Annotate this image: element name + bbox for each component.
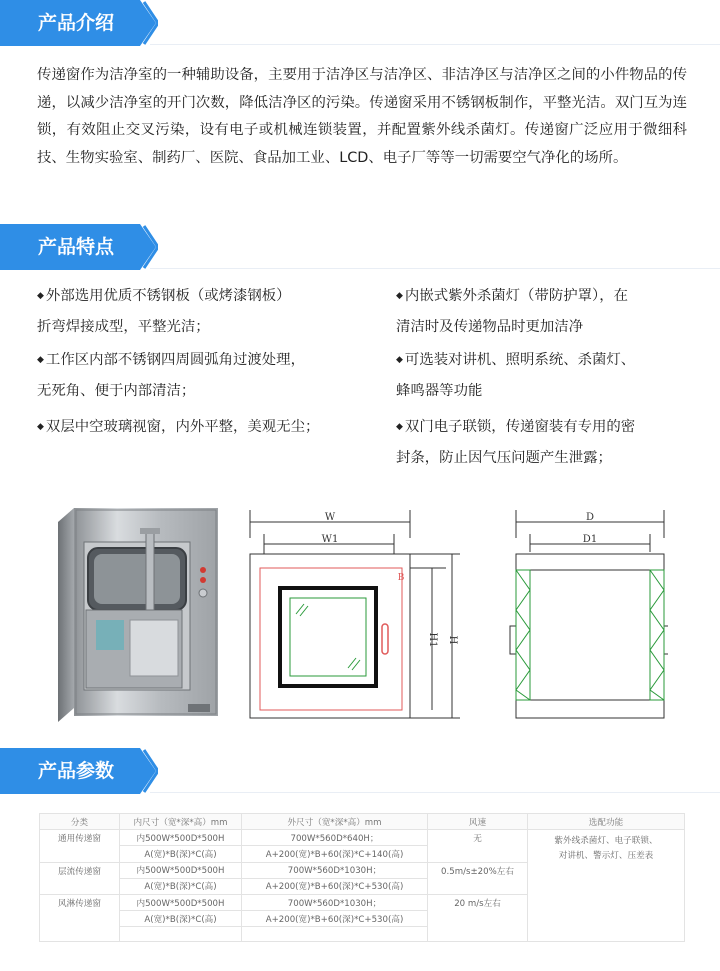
inner-size-cell: A(宽)*B(深)*C(高)	[120, 911, 242, 927]
section-title: 产品参数	[0, 748, 140, 794]
table-header-cell: 选配功能	[528, 814, 685, 830]
chevron-right-icon	[128, 224, 158, 270]
category-cell: 通用传递窗	[40, 830, 120, 862]
air-speed-cell: 20 m/s左右	[428, 894, 528, 941]
diamond-bullet-icon: ◆	[396, 355, 403, 365]
functions-cell: 紫外线杀菌灯、电子联锁、 对讲机、警示灯、压差表	[528, 830, 685, 942]
feature-item: ◆ 可选装对讲机、照明系统、杀菌灯、 蜂鸣器等功能	[396, 352, 636, 399]
feature-item: ◆ 双门电子联锁，传递窗装有专用的密 封条，防止因气压问题产生泄露；	[396, 419, 636, 466]
outer-size-cell: 700W*560D*1030H；	[242, 862, 428, 878]
table-header-row	[40, 814, 685, 830]
outer-size-cell: A+200(宽)*B+60(深)*C+140(高)	[242, 846, 428, 862]
outer-size-cell: 700W*560D*640H；	[242, 830, 428, 846]
diamond-bullet-icon: ◆	[37, 291, 44, 301]
table-row	[40, 830, 685, 846]
feature-item: ◆ 内嵌式紫外杀菌灯（带防护罩），在 清洁时及传递物品时更加洁净	[396, 288, 628, 335]
air-speed-cell: 0.5m/s±20%左右	[428, 862, 528, 894]
feature-item: ◆ 双层中空玻璃视窗，内外平整，美观无尘；	[37, 419, 320, 435]
outer-size-cell: 700W*560D*1030H；	[242, 894, 428, 910]
front-view-drawing	[246, 508, 466, 734]
section-header-params	[0, 748, 720, 794]
section-header-intro	[0, 0, 720, 46]
inner-size-cell: 内500W*500D*500H	[120, 830, 242, 846]
pass-box-photo	[58, 508, 218, 722]
table-header-cell: 内尺寸（宽*深*高）mm	[120, 814, 242, 830]
category-cell: 层流传递窗	[40, 862, 120, 894]
section-title: 产品特点	[0, 224, 140, 270]
category-cell: 风淋传递窗	[40, 894, 120, 941]
intro-paragraph: 传递窗作为洁净室的一种辅助设备，主要用于洁净区与洁净区、非洁净区与洁净区之间的小件物品的传递，以减少洁净室的开门次数，降低洁净区的污染。传递窗采用不锈钢板制作，平整光洁。双门互为连锁，有效阻止交叉污染，设有电子或机械连锁装置，并配置紫外线杀菌灯。传递窗广泛应用于微细科技、生物实验室、制药厂、医院、食品加工业、LCD、电子厂等等一切需要空气净化的场所。	[37, 67, 687, 166]
section-header-features	[0, 224, 720, 270]
outer-size-cell: A+200(宽)*B+60(深)*C+530(高)	[242, 911, 428, 927]
chevron-right-icon	[128, 748, 158, 794]
table-header-cell: 外尺寸（宽*深*高）mm	[242, 814, 428, 830]
chevron-right-icon	[128, 0, 158, 46]
feature-item: ◆ 工作区内部不锈钢四周圆弧角过渡处理， 无死角、便于内部清洁；	[37, 352, 305, 399]
dimension-label-d: D	[585, 512, 595, 523]
inner-size-cell: A(宽)*B(深)*C(高)	[120, 878, 242, 894]
dimension-label-d1: D1	[582, 534, 598, 545]
dimension-label-w: W	[324, 512, 336, 523]
feature-item: ◆ 外部选用优质不锈钢板（或烤漆钢板） 折弯焊接成型，平整光洁；	[37, 288, 291, 335]
inner-size-cell: 内500W*500D*500H	[120, 894, 242, 910]
table-header-cell: 分类	[40, 814, 120, 830]
section-title: 产品介绍	[0, 0, 140, 46]
outer-size-cell: A+200(宽)*B+60(深)*C+530(高)	[242, 878, 428, 894]
side-view-drawing	[508, 508, 668, 734]
dimension-label-b: B	[397, 573, 405, 583]
inner-size-cell: 内500W*500D*500H	[120, 862, 242, 878]
diamond-bullet-icon: ◆	[37, 355, 44, 365]
dimension-label-h1: H1	[427, 632, 438, 648]
dimension-label-h: H	[447, 635, 458, 645]
diamond-bullet-icon: ◆	[396, 291, 403, 301]
spec-table	[39, 813, 685, 942]
inner-size-cell: A(宽)*B(深)*C(高)	[120, 846, 242, 862]
diamond-bullet-icon: ◆	[396, 422, 403, 432]
table-header-cell: 风速	[428, 814, 528, 830]
air-speed-cell: 无	[428, 830, 528, 862]
dimension-label-w1: W1	[321, 534, 339, 545]
diamond-bullet-icon: ◆	[37, 422, 44, 432]
